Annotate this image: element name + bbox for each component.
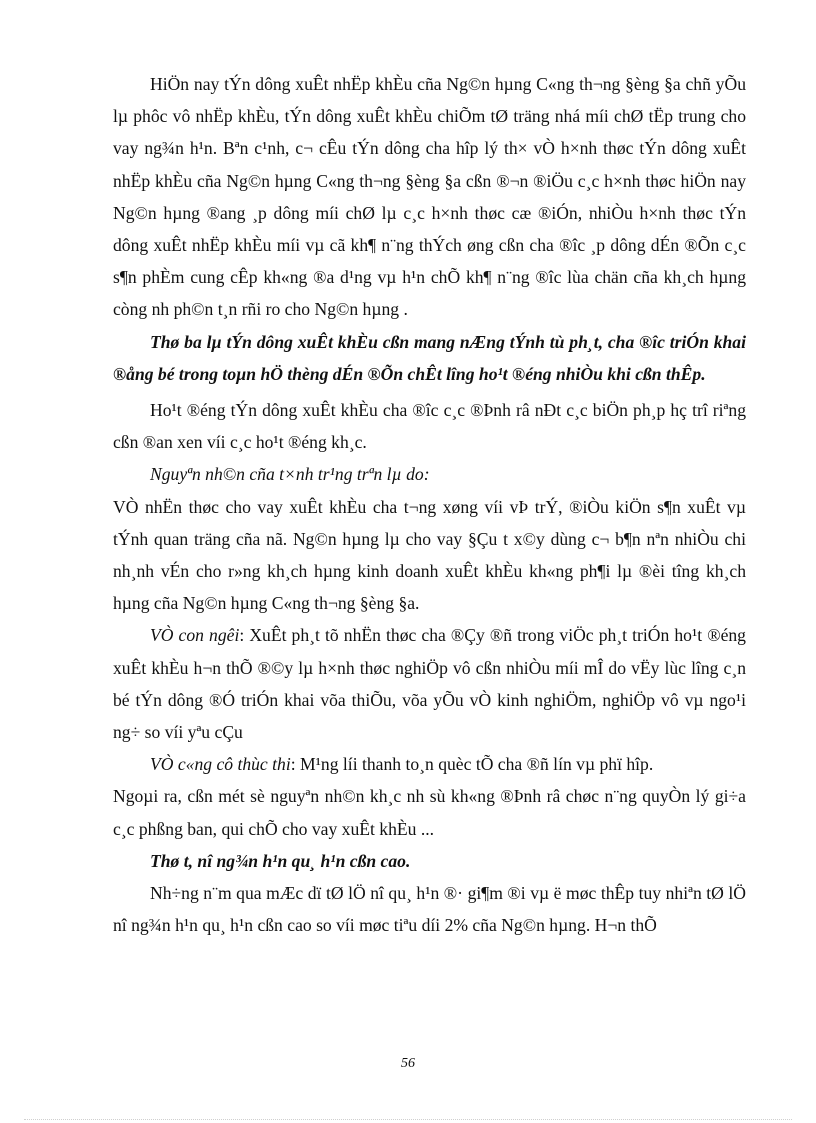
paragraph-awareness: VÒ nhËn thøc cho vay xuÊt khÈu cha t¬ng xøng víi vÞ trÝ, ®iÒu kiÖn s¶n xuÊt vµ tÝnh quan träng cña nã. Ng©n hµng lµ cho vay §Çu t x©y dùng c¬ b¶n nªn nhiÒu chi nh¸nh vÉn cho r»ng kh¸ch hµng kinh doanh xuÊt khÈu kh«ng ph¶i lµ ®èi tîng kh¸ch hµng cña Ng©n hµng C«ng th¬ng §èng §a.: [113, 496, 746, 614]
paragraph-third-detail: Ho¹t ®éng tÝn dông xuÊt khÈu cha ®îc c¸c ®Þnh râ nÐt c¸c biÖn ph¸p hç trî riªng cßn ®an xen víi c¸c ho¹t ®éng kh¸c.: [113, 400, 746, 453]
paragraph-people-lead: VÒ con ngêi: [150, 625, 240, 646]
page-number: 56: [401, 1056, 415, 1071]
paragraph-causes-intro: Nguyªn nh©n cña t×nh tr¹ng trªn lµ do:: [150, 464, 430, 485]
paragraph-overview: HiÖn nay tÝn dông xuÊt nhËp khÈu cña Ng©n hµng C«ng th¬ng §èng §a chñ yÕu lµ phôc vô nhËp khÈu, tÝn dông xuÊt khÈu chiÕm tØ träng nhá míi chØ tËp trung cho vay ng¾n h¹n. Bªn c¹nh, c¬ cÊu tÝn dông cha hîp lý th× vÒ h×nh thøc tÝn dông xuÊt nhËp khÈu cña Ng©n hµng C«ng th¬ng §èng §a cßn ®¬n ®iÖu c¸c h×nh thøc hiÖn nay Ng©n hµng ®ang ¸p dông míi chØ lµ c¸c h×nh thøc cæ ®iÓn, nhiÒu h×nh thøc tÝn dông xuÊt nhËp khÈu míi vµ cã kh¶ n¨ng thÝch øng cßn cha ®îc ¸p dông dÉn ®Õn c¸c s¶n phÈm cung cÊp kh«ng ®a d¹ng vµ h¹n chÕ kh¶ n¨ng ®îc lùa chän cña kh¸ch hµng còng nh ph©n t¸n rñi ro cho Ng©n hµng .: [113, 74, 746, 320]
paragraph-overdue-debt: Nh÷ng n¨m qua mÆc dï tØ lÖ nî qu¸ h¹n ®· gi¶m ®i vµ ë møc thÊp tuy nhiªn tØ lÖ nî ng¾n h¹n qu¸ h¹n cßn cao so víi møc tiªu díi 2% cña Ng©n hµng. H¬n thÕ: [113, 883, 746, 936]
paragraph-people-text: : XuÊt ph¸t tõ nhËn thøc cha ®Çy ®ñ trong viÖc ph¸t triÓn ho¹t ®éng xuÊt khÈu h¬n thÕ ®©y lµ h×nh thøc nghiÖp vô cßn nhiÒu míi mÎ do vËy lùc lîng c¸n bé tÝn dông ®Ó triÓn khai võa thiÕu, võa yÕu vÒ kinh nghiÖm, nghiÖp vô vµ ngo¹i ng÷ so víi yªu cÇu: [113, 625, 746, 743]
document-body: [113, 68, 746, 941]
paragraph-tools-lead: VÒ c«ng cô thùc thi: [150, 754, 291, 775]
footer-divider: [24, 1119, 792, 1120]
paragraph-people: [113, 619, 746, 748]
paragraph-other-causes: Ngoµi ra, cßn mét sè nguyªn nh©n kh¸c nh sù kh«ng ®Þnh râ chøc n¨ng quyÒn lý gi÷a c¸c phßng ban, qui chÕ cho vay xuÊt khÈu ...: [113, 786, 746, 839]
paragraph-tools-text: : M¹ng líi thanh to¸n quèc tÕ cha ®ñ lín vµ phï hîp.: [290, 754, 654, 775]
paragraph-tools: [113, 748, 746, 780]
section-heading-fourth: Thø t, nî ng¾n h¹n qu¸ h¹n cßn cao.: [150, 850, 411, 871]
section-heading-third: Thø ba lµ tÝn dông xuÊt khÈu cßn mang nÆng tÝnh tù ph¸t, cha ®îc triÓn khai ®ång bé trong toµn hÖ thèng dÉn ®Õn chÊt lîng ho¹t ®éng nhiÒu khi cßn thÊp.: [113, 331, 746, 384]
